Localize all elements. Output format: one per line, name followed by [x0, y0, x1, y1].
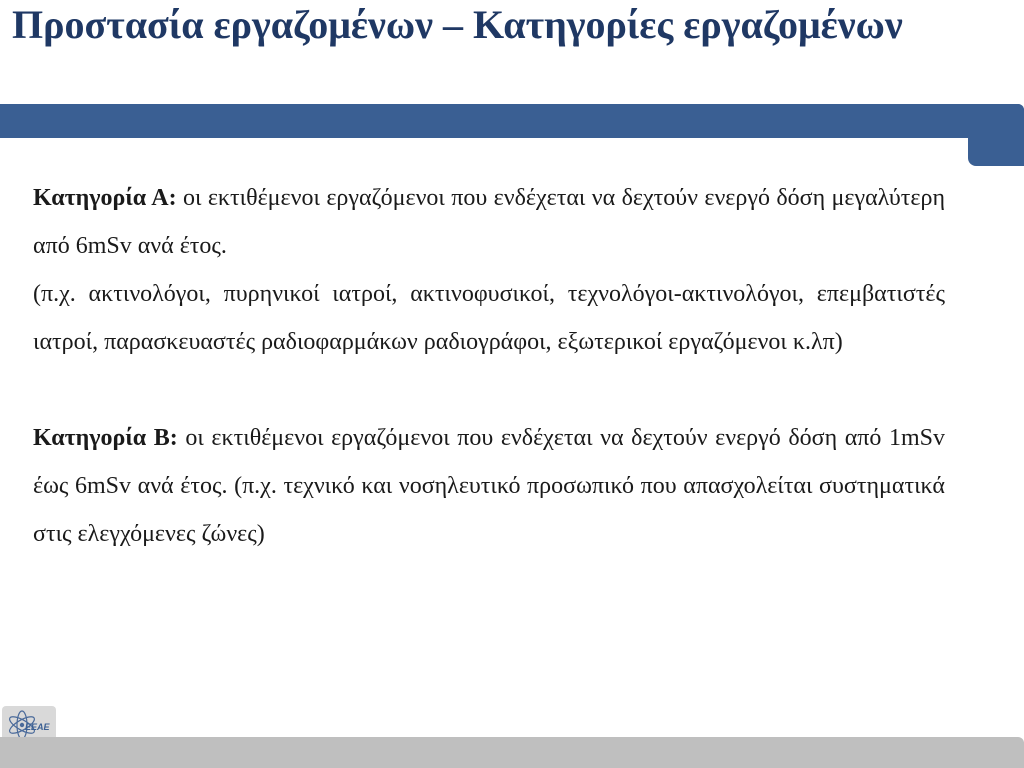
title-accent-tab: [968, 104, 1024, 166]
category-a-paragraph: [33, 174, 945, 270]
category-b-text: οι εκτιθέμενοι εργαζόμενοι που ενδέχεται να δεχτούν ενεργό δόση από 1mSv έως 6mSv ανά έτος. (π.χ. τεχνικό και νοσηλευτικό προσωπικό που απασχολείται συστηματικά στις ελεγχόμενες ζώνες): [33, 425, 946, 547]
footer-bar: [0, 737, 1024, 768]
category-b-label: Κατηγορία Β:: [33, 425, 178, 451]
category-a-label: Κατηγορία Α:: [33, 185, 177, 211]
logo-text: ΕΕΑΕ: [25, 722, 50, 732]
title-accent-bar: [0, 104, 1024, 138]
slide-content: [33, 174, 945, 558]
category-b-paragraph: [33, 414, 945, 558]
slide-title: Προστασία εργαζομένων – Κατηγορίες εργαζομένων: [12, 2, 903, 47]
category-a-text: οι εκτιθέμενοι εργαζόμενοι που ενδέχεται να δεχτούν ενεργό δόση μεγαλύτερη από 6mSv ανά έτος.: [33, 185, 946, 259]
paragraph-spacer: [33, 366, 945, 414]
category-a-examples: (π.χ. ακτινολόγοι, πυρηνικοί ιατροί, ακτινοφυσικοί, τεχνολόγοι-ακτινολόγοι, επεμβατιστές ιατροί, παρασκευαστές ραδιοφαρμάκων ραδιογράφοι, εξωτερικοί εργαζόμενοι κ.λπ): [33, 281, 945, 355]
